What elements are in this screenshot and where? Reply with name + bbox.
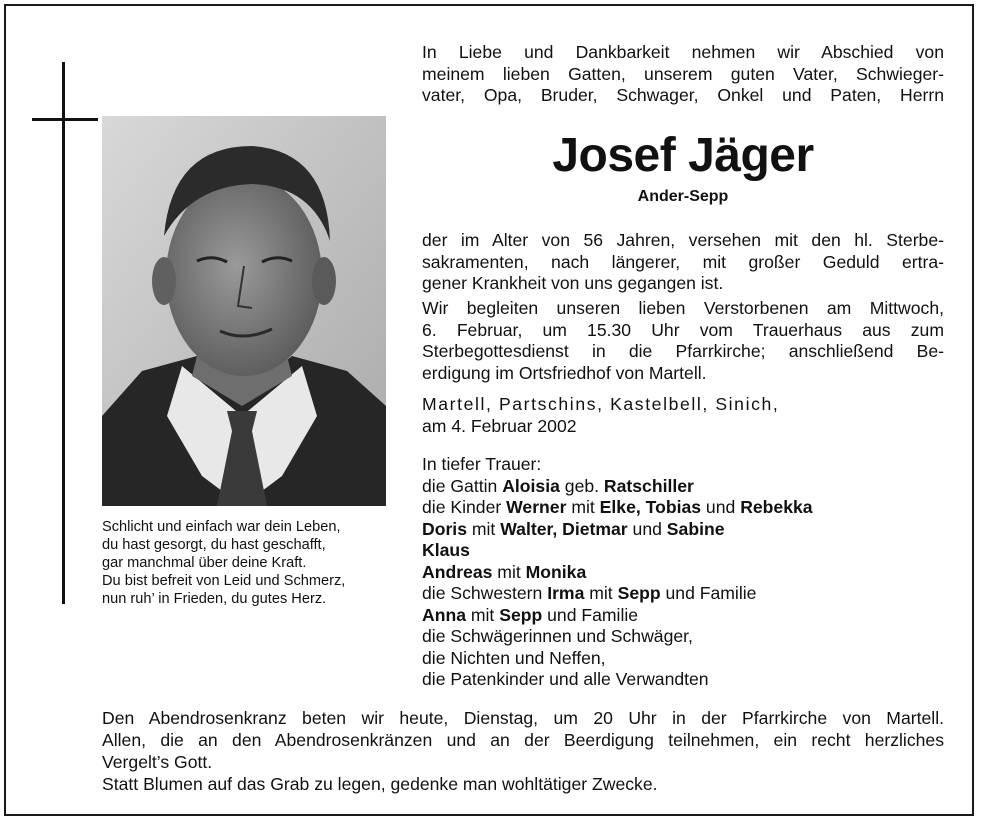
footer-line: Allen, die an den Abendrosenkränzen und an der Beerdigung teilnehmen, ein recht herzliches	[102, 730, 944, 750]
mourner-line: Klaus	[422, 540, 470, 560]
poem-line: nun ruh’ in Frieden, du gutes Herz.	[102, 591, 327, 607]
intro-line: vater, Opa, Bruder, Schwager, Onkel und Paten, Herrn	[422, 85, 944, 105]
mourner-line: die Schwestern Irma mit Sepp und Familie	[422, 583, 757, 603]
memorial-poem	[102, 518, 402, 608]
places-line: Martell, Partschins, Kastelbell, Sinich,	[422, 394, 780, 414]
intro-text	[422, 42, 944, 107]
footer-line: Den Abendrosenkranz beten wir heute, Dienstag, um 20 Uhr in der Pfarrkirche von Martell.	[102, 708, 944, 728]
mourner-line: die Patenkinder und alle Verwandten	[422, 669, 709, 689]
poem-line: du hast gesorgt, du hast geschafft,	[102, 537, 326, 553]
age-line: sakramenten, nach längerer, mit großer Geduld ertra-	[422, 251, 944, 272]
funeral-paragraph	[422, 298, 944, 384]
mourner-line: Doris mit Walter, Dietmar und Sabine	[422, 518, 725, 539]
mourner-line: Anna mit Sepp und Familie	[422, 604, 639, 625]
footer-line: Vergelt’s Gott.	[102, 752, 213, 772]
mourner-line: die Kinder Werner mit Elke, Tobias und Rebekka	[422, 497, 813, 517]
funeral-line: Sterbegottesdienst in die Pfarrkirche; anschließend Be-	[422, 341, 944, 361]
poem-line: Schlicht und einfach war dein Leben,	[102, 519, 341, 535]
intro-line: In Liebe und Dankbarkeit nehmen wir Abschied von	[422, 42, 944, 62]
mourner-line: die Schwägerinnen und Schwäger,	[422, 626, 693, 646]
cross-icon-bar	[32, 118, 98, 121]
age-line: der im Alter von 56 Jahren, versehen mit den hl. Sterbe-	[422, 230, 944, 250]
poem-line: gar manchmal über deine Kraft.	[102, 555, 307, 571]
funeral-line: erdigung im Ortsfriedhof von Martell.	[422, 362, 707, 383]
mourning-heading: In tiefer Trauer:	[422, 454, 542, 474]
footer-line: Statt Blumen auf das Grab zu legen, gedenke man wohltätiger Zwecke.	[102, 774, 658, 794]
deceased-nickname: Ander-Sepp	[637, 188, 729, 205]
poem-line: Du bist befreit von Leid und Schmerz,	[102, 573, 346, 589]
age-line: gener Krankheit von uns gegangen ist.	[422, 273, 724, 293]
mourners-list	[422, 454, 944, 691]
date-line: am 4. Februar 2002	[422, 415, 577, 436]
mourner-line: Andreas mit Monika	[422, 561, 587, 582]
mourner-line: die Gattin Aloisia geb. Ratschiller	[422, 475, 694, 496]
portrait-photo	[102, 116, 386, 506]
deceased-name: Josef Jäger	[552, 129, 814, 182]
mourner-line: die Nichten und Neffen,	[422, 647, 606, 668]
footer-text	[102, 707, 944, 795]
place-date	[422, 394, 944, 437]
cross-icon	[62, 62, 65, 604]
funeral-line: 6. Februar, um 15.30 Uhr vom Trauerhaus aus zum	[422, 319, 944, 340]
age-paragraph	[422, 230, 944, 295]
intro-line: meinem lieben Gatten, unserem guten Vater, Schwieger-	[422, 63, 944, 84]
funeral-line: Wir begleiten unseren lieben Verstorbenen am Mittwoch,	[422, 298, 944, 318]
